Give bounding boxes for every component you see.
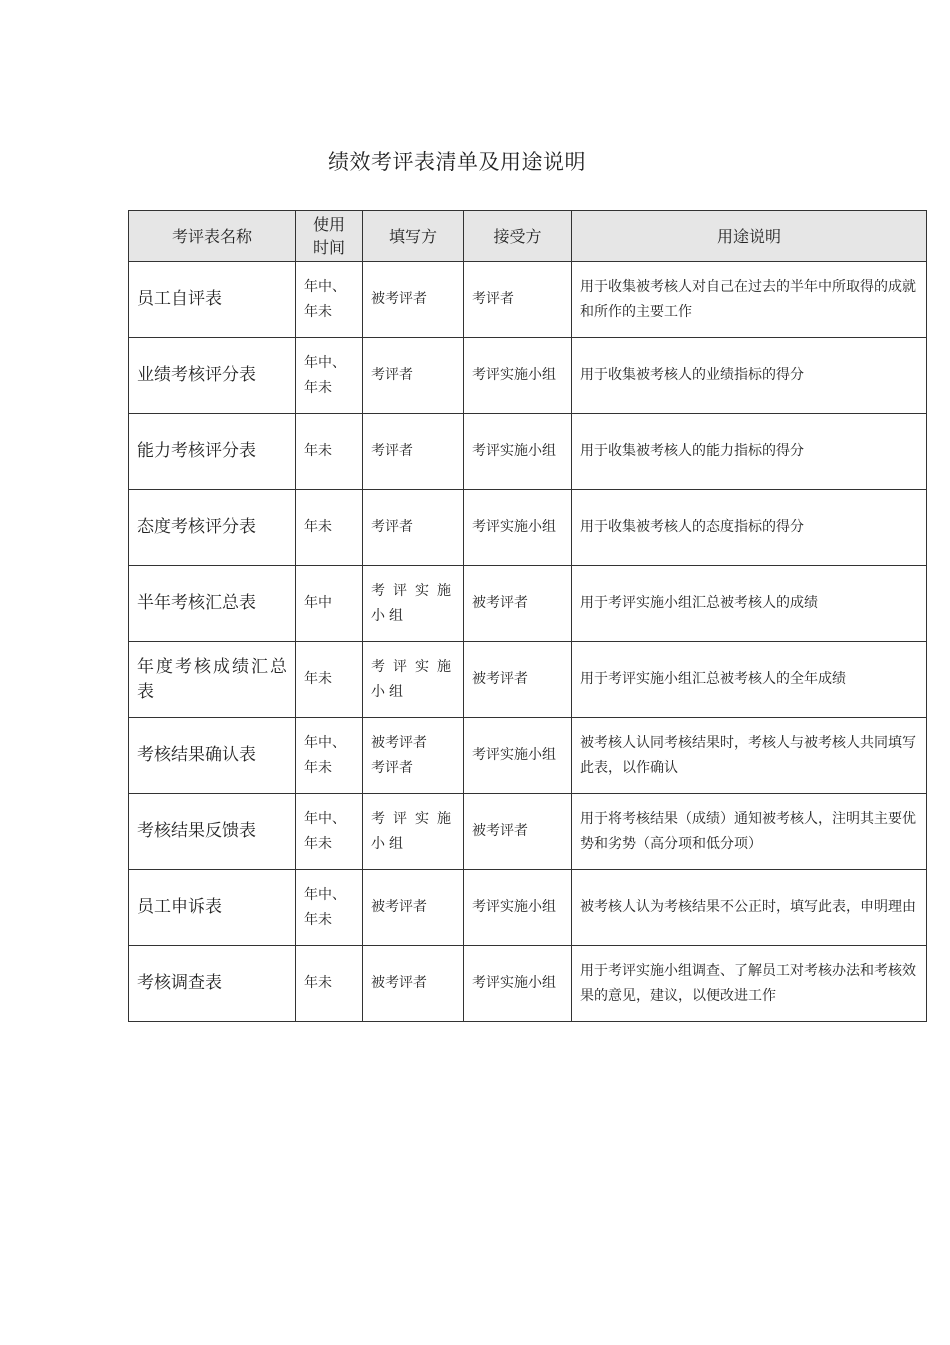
table-row [129,490,927,566]
usage-time-cell-text: 年中、 年未 [304,734,346,776]
purpose-cell-text: 用于收集被考核人的态度指标的得分 [580,519,804,535]
receiver-cell [464,946,572,1022]
form-name-cell [129,794,296,870]
usage-time-cell-text: 年未 [304,443,332,459]
form-name-cell-text: 态度考核评分表 [137,517,256,537]
receiver-cell [464,566,572,642]
header-receiver: 接受方 [464,211,572,262]
filler-cell-text: 考评实施小组 [371,810,455,852]
filler-cell [363,870,464,946]
form-name-cell-text: 半年考核汇总表 [137,593,256,613]
form-name-cell [129,642,296,718]
receiver-cell-text: 考评实施小组 [472,519,556,535]
form-name-cell [129,414,296,490]
purpose-cell-text: 被考核人认为考核结果不公正时，填写此表，申明理由 [580,899,916,915]
receiver-cell-text: 考评实施小组 [472,367,556,383]
purpose-cell [572,262,927,338]
purpose-cell-text: 用于考评实施小组调查、了解员工对考核办法和考核效果的意见，建议，以便改进工作 [580,962,916,1004]
usage-time-cell-text: 年中 [304,595,332,611]
usage-time-cell [296,718,363,794]
usage-time-cell-text: 年未 [304,975,332,991]
filler-cell-text: 考评者 [371,367,413,383]
purpose-cell-text: 用于将考核结果（成绩）通知被考核人，注明其主要优势和劣势（高分项和低分项） [580,810,916,852]
usage-time-cell [296,490,363,566]
filler-cell [363,794,464,870]
purpose-cell [572,946,927,1022]
header-usage-time-label: 使用 时间 [312,215,345,257]
usage-time-cell-text: 年中、 年未 [304,810,346,852]
receiver-cell-text: 考评实施小组 [472,899,556,915]
receiver-cell [464,870,572,946]
form-name-cell [129,946,296,1022]
table-row [129,794,927,870]
purpose-cell [572,870,927,946]
purpose-cell-text: 用于考评实施小组汇总被考核人的成绩 [580,595,818,611]
table-row [129,414,927,490]
table-row [129,870,927,946]
usage-time-cell-text: 年未 [304,671,332,687]
purpose-cell [572,642,927,718]
table-body [129,262,927,1022]
receiver-cell-text: 被考评者 [472,823,528,839]
form-name-cell-text: 员工自评表 [137,289,222,309]
receiver-cell [464,490,572,566]
form-name-cell [129,338,296,414]
filler-cell-text: 考评实施小组 [371,582,455,624]
table-row [129,718,927,794]
receiver-cell-text: 考评者 [472,291,514,307]
usage-time-cell-text: 年中、 年未 [304,886,346,928]
filler-cell-text: 被考评者 考评者 [371,734,427,776]
receiver-cell-text: 被考评者 [472,595,528,611]
purpose-cell [572,490,927,566]
table-row [129,338,927,414]
form-name-cell [129,490,296,566]
purpose-cell [572,414,927,490]
table-header-row [129,211,927,262]
receiver-cell-text: 被考评者 [472,671,528,687]
table-row [129,566,927,642]
form-name-cell-text: 考核结果反馈表 [137,821,256,841]
receiver-cell [464,338,572,414]
receiver-cell [464,718,572,794]
form-name-cell [129,870,296,946]
evaluation-forms-table [128,210,927,1022]
filler-cell [363,490,464,566]
filler-cell [363,718,464,794]
filler-cell [363,566,464,642]
purpose-cell [572,566,927,642]
usage-time-cell [296,262,363,338]
usage-time-cell [296,642,363,718]
receiver-cell [464,642,572,718]
page-title: 绩效考评表清单及用途说明 [328,150,586,174]
form-name-cell-text: 业绩考核评分表 [137,365,256,385]
purpose-cell-text: 用于收集被考核人的业绩指标的得分 [580,367,804,383]
filler-cell-text: 考评实施小组 [371,658,455,700]
filler-cell-text: 考评者 [371,519,413,535]
filler-cell-text: 被考评者 [371,899,427,915]
table-row [129,642,927,718]
table-row [129,262,927,338]
purpose-cell-text: 用于收集被考核人对自己在过去的半年中所取得的成就和所作的主要工作 [580,278,916,320]
form-name-cell-text: 员工申诉表 [137,897,222,917]
receiver-cell [464,414,572,490]
receiver-cell-text: 考评实施小组 [472,443,556,459]
receiver-cell-text: 考评实施小组 [472,975,556,991]
filler-cell-text: 被考评者 [371,975,427,991]
header-form-name: 考评表名称 [129,211,296,262]
filler-cell [363,414,464,490]
form-name-cell [129,566,296,642]
form-name-cell [129,718,296,794]
purpose-cell-text: 被考核人认同考核结果时，考核人与被考核人共同填写此表，以作确认 [580,734,916,776]
usage-time-cell-text: 年未 [304,519,332,535]
form-name-cell-text: 年度考核成绩汇总表 [137,656,287,702]
form-name-cell-text: 能力考核评分表 [137,441,256,461]
usage-time-cell [296,870,363,946]
purpose-cell [572,794,927,870]
usage-time-cell-text: 年中、 年未 [304,278,346,320]
purpose-cell-text: 用于考评实施小组汇总被考核人的全年成绩 [580,671,846,687]
receiver-cell-text: 考评实施小组 [472,747,556,763]
usage-time-cell [296,946,363,1022]
filler-cell [363,946,464,1022]
filler-cell-text: 考评者 [371,443,413,459]
usage-time-cell [296,566,363,642]
header-filler: 填写方 [363,211,464,262]
form-name-cell-text: 考核结果确认表 [137,745,256,765]
header-purpose: 用途说明 [572,211,927,262]
usage-time-cell [296,338,363,414]
form-name-cell [129,262,296,338]
usage-time-cell [296,414,363,490]
filler-cell [363,642,464,718]
purpose-cell-text: 用于收集被考核人的能力指标的得分 [580,443,804,459]
filler-cell [363,262,464,338]
filler-cell [363,338,464,414]
purpose-cell [572,338,927,414]
purpose-cell [572,718,927,794]
usage-time-cell [296,794,363,870]
header-usage-time [296,211,363,262]
usage-time-cell-text: 年中、 年未 [304,354,346,396]
receiver-cell [464,794,572,870]
filler-cell-text: 被考评者 [371,291,427,307]
receiver-cell [464,262,572,338]
table-row [129,946,927,1022]
form-name-cell-text: 考核调查表 [137,973,222,993]
